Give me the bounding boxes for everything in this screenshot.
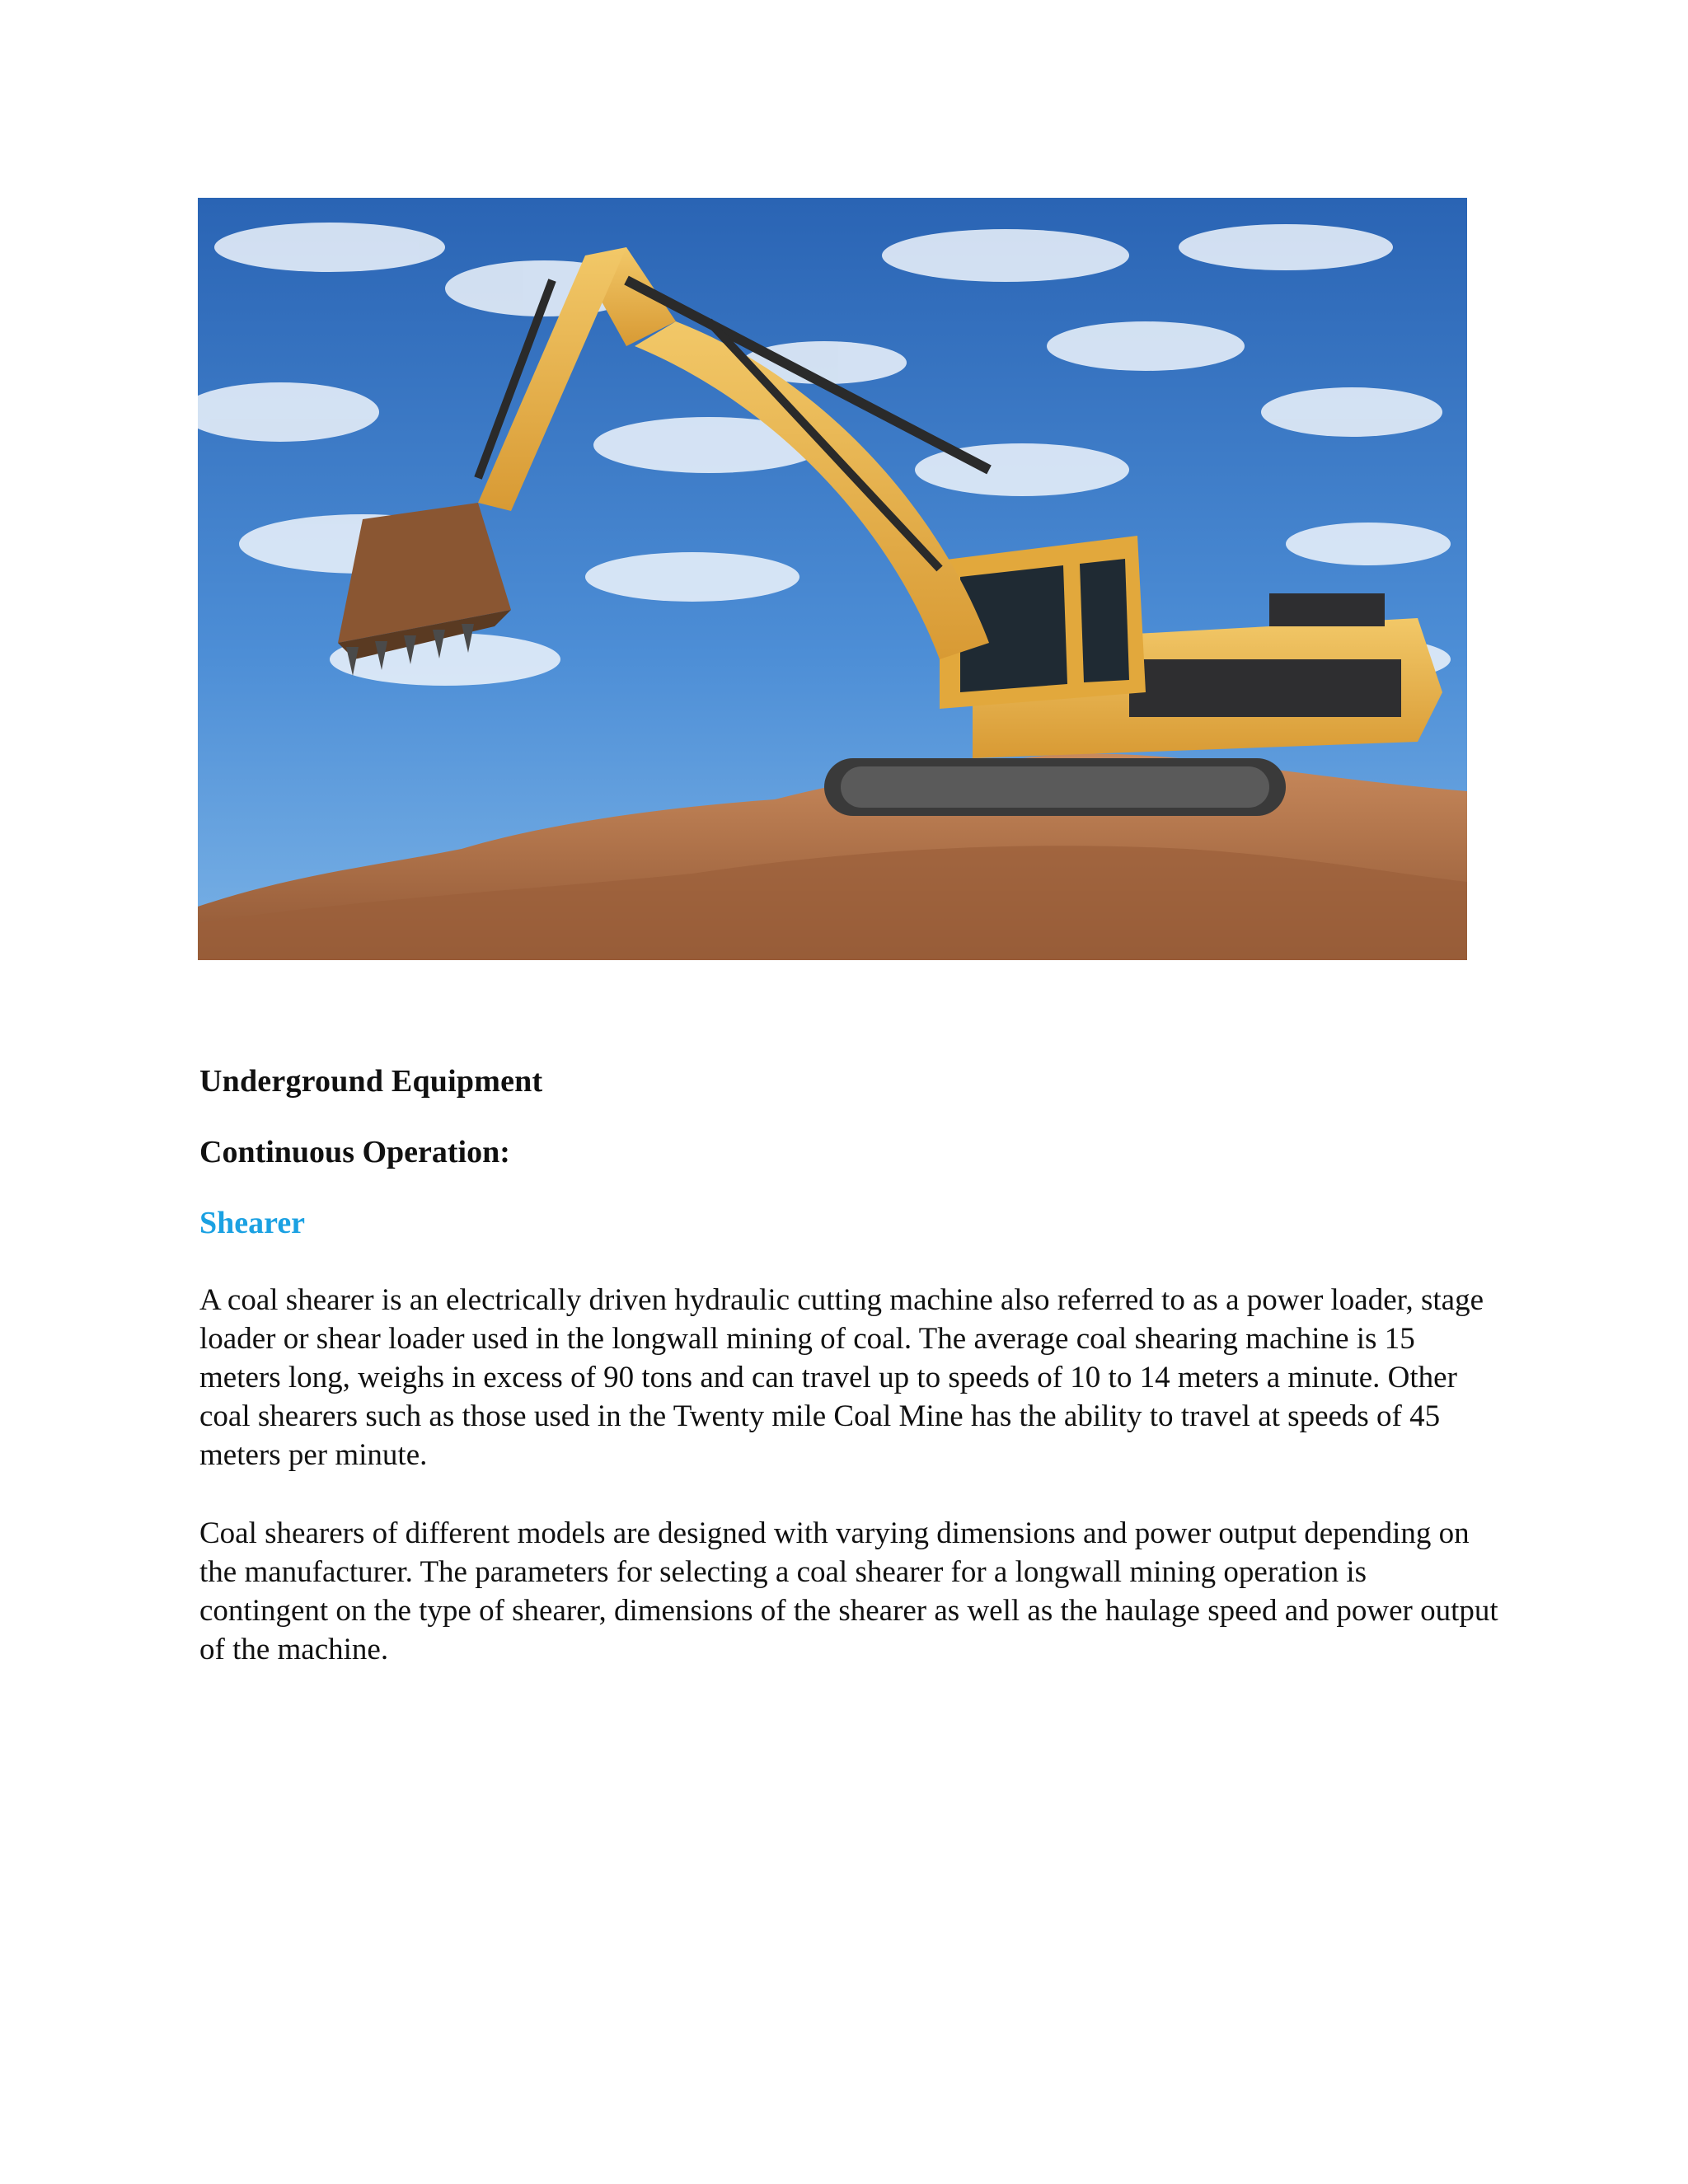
section-title: Shearer bbox=[199, 1206, 306, 1240]
document-body bbox=[199, 1063, 1518, 1708]
excavator-photo bbox=[198, 198, 1467, 960]
excavator-tracks bbox=[824, 758, 1286, 816]
excavator-illustration bbox=[198, 198, 1467, 960]
document-heading: Underground Equipment bbox=[199, 1064, 543, 1099]
paragraph-2: Coal shearers of different models are designed with varying dimensions and power output depending on the manufacturer. The parameters for selecting a coal shearer for a longwall mining operation is contingent on the type of shearer, dimensions of the shearer as well as the haulage speed and power output of the machine. bbox=[199, 1516, 1498, 1666]
paragraph-1: A coal shearer is an electrically driven hydraulic cutting machine also referred to as a power loader, stage loader or shear loader used in the longwall mining of coal. The average coal shearing machine is 15 meters long, weighs in excess of 90 tons and can travel up to speeds of 10 to 14 meters a minute. Other coal shearers such as those used in the Twenty mile Coal Mine has the ability to travel at speeds of 45 meters per minute. bbox=[199, 1283, 1484, 1472]
document-subheading: Continuous Operation: bbox=[199, 1135, 510, 1169]
